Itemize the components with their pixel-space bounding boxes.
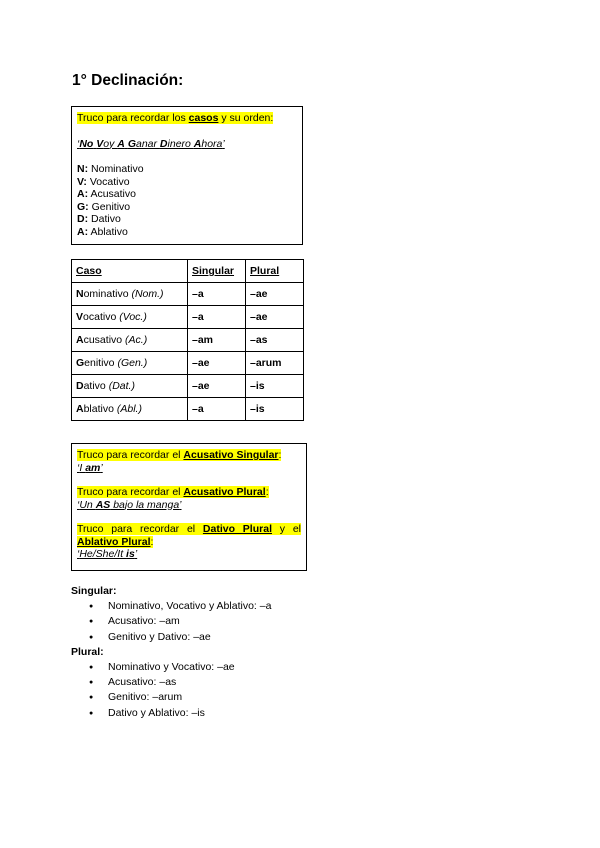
list-item: ● Genitivo y Dativo: –ae xyxy=(71,630,271,645)
case-cell: Acusativo (Ac.) xyxy=(72,329,188,352)
case-item: G: Genitivo xyxy=(77,200,131,213)
list-item: ● Dativo y Ablativo: –is xyxy=(71,706,271,721)
table-row xyxy=(72,283,304,306)
page-title: 1° Declinación: xyxy=(72,72,184,89)
case-item: D: Dativo xyxy=(77,213,121,225)
case-item: N: Nominativo xyxy=(77,163,144,175)
list-item: ● Nominativo, Vocativo y Ablativo: –a xyxy=(71,599,271,614)
singular-cell: –am xyxy=(188,329,246,352)
singular-cell: –ae xyxy=(188,352,246,375)
cases-list xyxy=(77,163,297,238)
list-item: ● Acusativo: –am xyxy=(71,614,271,629)
case-cell: Nominativo (Nom.) xyxy=(72,283,188,306)
header-singular: Singular xyxy=(188,260,246,283)
summary-section xyxy=(71,584,271,721)
acc-pl-trick: Truco para recordar el Acusativo Plural: ‘Un AS bajo la manga’ xyxy=(77,486,269,511)
header-caso: Caso xyxy=(72,260,188,283)
declension-table xyxy=(71,259,304,421)
table-row xyxy=(72,398,304,421)
table-row xyxy=(72,306,304,329)
plural-heading: Plural: xyxy=(71,645,104,658)
case-cell: Ablativo (Abl.) xyxy=(72,398,188,421)
dat-abl-trick: Truco para recordar el Dativo Plural y el Ablativo Plural: ‘He/She/It is’ xyxy=(77,523,301,560)
table-row xyxy=(72,352,304,375)
case-cell: Dativo (Dat.) xyxy=(72,375,188,398)
singular-cell: –a xyxy=(188,306,246,329)
list-item: ● Acusativo: –as xyxy=(71,675,271,690)
plural-cell: –ae xyxy=(246,306,304,329)
case-item: V: Vocativo xyxy=(77,175,130,188)
acc-sing-trick: Truco para recordar el Acusativo Singular: ‘I am’ xyxy=(77,449,282,474)
plural-list xyxy=(71,660,271,721)
case-cell: Genitivo (Gen.) xyxy=(72,352,188,375)
cases-keyword: casos xyxy=(188,112,219,124)
table-row xyxy=(72,329,304,352)
table-header-row xyxy=(72,260,304,283)
singular-heading: Singular: xyxy=(71,585,117,597)
table-row xyxy=(72,375,304,398)
plural-cell: –arum xyxy=(246,352,304,375)
singular-list xyxy=(71,599,271,645)
list-item: ● Nominativo y Vocativo: –ae xyxy=(71,660,271,675)
list-item: ● Genitivo: –arum xyxy=(71,690,271,705)
plural-cell: –as xyxy=(246,329,304,352)
singular-cell: –a xyxy=(188,283,246,306)
case-item: A: Ablativo xyxy=(77,225,128,238)
case-cell: Vocativo (Voc.) xyxy=(72,306,188,329)
plural-cell: –is xyxy=(246,398,304,421)
singular-cell: –a xyxy=(188,398,246,421)
case-item: A: Acusativo xyxy=(77,188,136,200)
cases-trick-box xyxy=(71,106,303,245)
cases-trick-intro: Truco para recordar los casos y su orden: xyxy=(77,112,274,124)
plural-cell: –ae xyxy=(246,283,304,306)
header-plural: Plural xyxy=(246,260,304,283)
singular-cell: –ae xyxy=(188,375,246,398)
plural-cell: –is xyxy=(246,375,304,398)
endings-trick-box xyxy=(71,443,307,571)
cases-mnemonic: ‘No Voy A Ganar Dinero Ahora’ xyxy=(77,137,225,150)
